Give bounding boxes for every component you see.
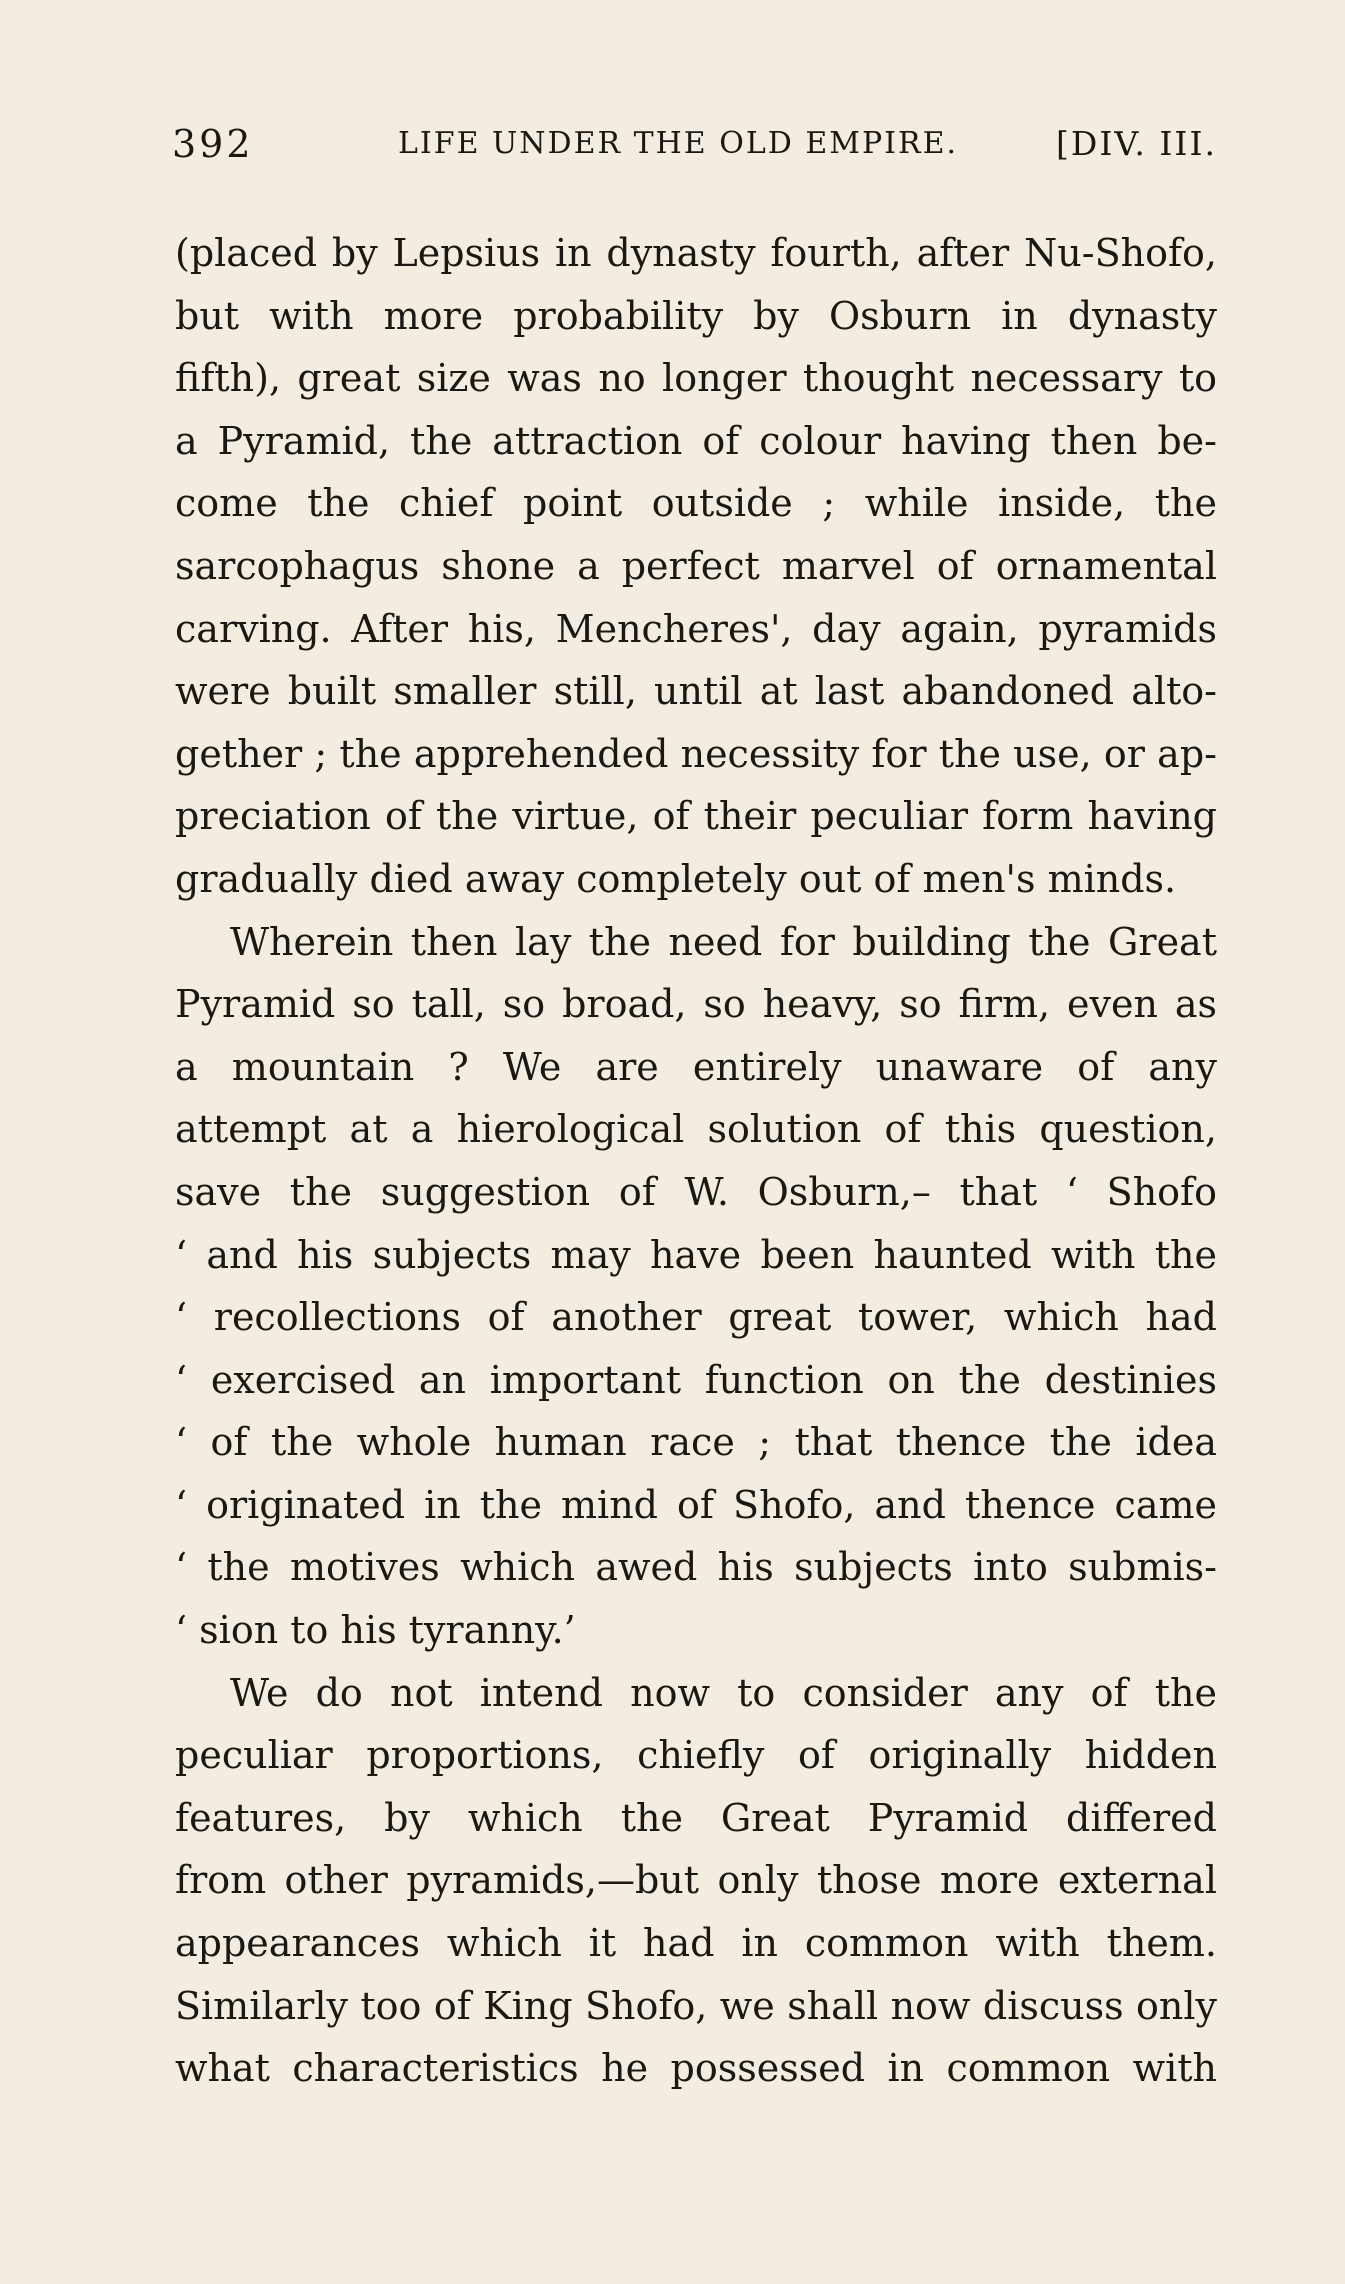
text-line: ‘ the motives which awed his subjects into submis-	[175, 1545, 1217, 1590]
body-text	[175, 222, 1217, 2100]
text-line: sarcophagus shone a perfect marvel of ornamental	[175, 543, 1217, 588]
text-line: were built smaller still, until at last abandoned alto-	[175, 669, 1217, 714]
text-line: gradually died away completely out of men's minds.	[175, 856, 1177, 901]
text-line: appearances which it had in common with them.	[175, 1921, 1217, 1966]
text-line: peculiar proportions, chiefly of originally hidden	[175, 1733, 1217, 1778]
text-line: from other pyramids,—but only those more external	[175, 1858, 1217, 1903]
text-line: ‘ originated in the mind of Shofo, and thence came	[175, 1482, 1217, 1527]
text-line: a mountain ? We are entirely unaware of any	[175, 1044, 1217, 1089]
paragraph-2	[175, 911, 1217, 1662]
section-mark: [DIV. III.	[1055, 124, 1217, 163]
text-line: come the chief point outside ; while inside, the	[175, 481, 1217, 526]
text-line: Similarly too of King Shofo, we shall now discuss only	[175, 1983, 1217, 2028]
text-line: fifth), great size was no longer thought necessary to	[175, 356, 1217, 401]
text-line: attempt at a hierological solution of this question,	[175, 1107, 1217, 1152]
text-line: ‘ recollections of another great tower, which had	[175, 1295, 1217, 1340]
text-line: We do not intend now to consider any of the	[230, 1670, 1217, 1715]
text-line: ‘ of the whole human race ; that thence the idea	[175, 1420, 1217, 1465]
text-line: features, by which the Great Pyramid differed	[175, 1795, 1217, 1840]
paragraph-1	[175, 222, 1217, 911]
paragraph-3	[175, 1662, 1217, 2100]
text-line: preciation of the virtue, of their peculiar form having	[175, 794, 1217, 839]
page-header	[172, 122, 1217, 182]
text-line: but with more probability by Osburn in dynasty	[175, 293, 1217, 338]
text-line: ‘ and his subjects may have been haunted with the	[175, 1232, 1217, 1277]
text-line: carving. After his, Mencheres', day again, pyramids	[175, 606, 1217, 651]
text-line: save the suggestion of W. Osburn,– that ‘ Shofo	[175, 1169, 1217, 1214]
text-line: Wherein then lay the need for building the Great	[230, 919, 1217, 964]
text-line: a Pyramid, the attraction of colour having then be-	[175, 418, 1217, 463]
text-line: Pyramid so tall, so broad, so heavy, so firm, even as	[175, 982, 1217, 1027]
text-line: gether ; the apprehended necessity for the use, or ap-	[175, 731, 1217, 776]
text-line: (placed by Lepsius in dynasty fourth, after Nu-Shofo,	[175, 231, 1217, 275]
text-line: ‘ sion to his tyranny.’	[175, 1608, 576, 1653]
text-line: what characteristics he possessed in common with	[175, 2046, 1217, 2091]
running-head: LIFE UNDER THE OLD EMPIRE.	[398, 126, 959, 161]
text-line: ‘ exercised an important function on the destinies	[175, 1357, 1217, 1402]
page-number: 392	[172, 122, 254, 166]
